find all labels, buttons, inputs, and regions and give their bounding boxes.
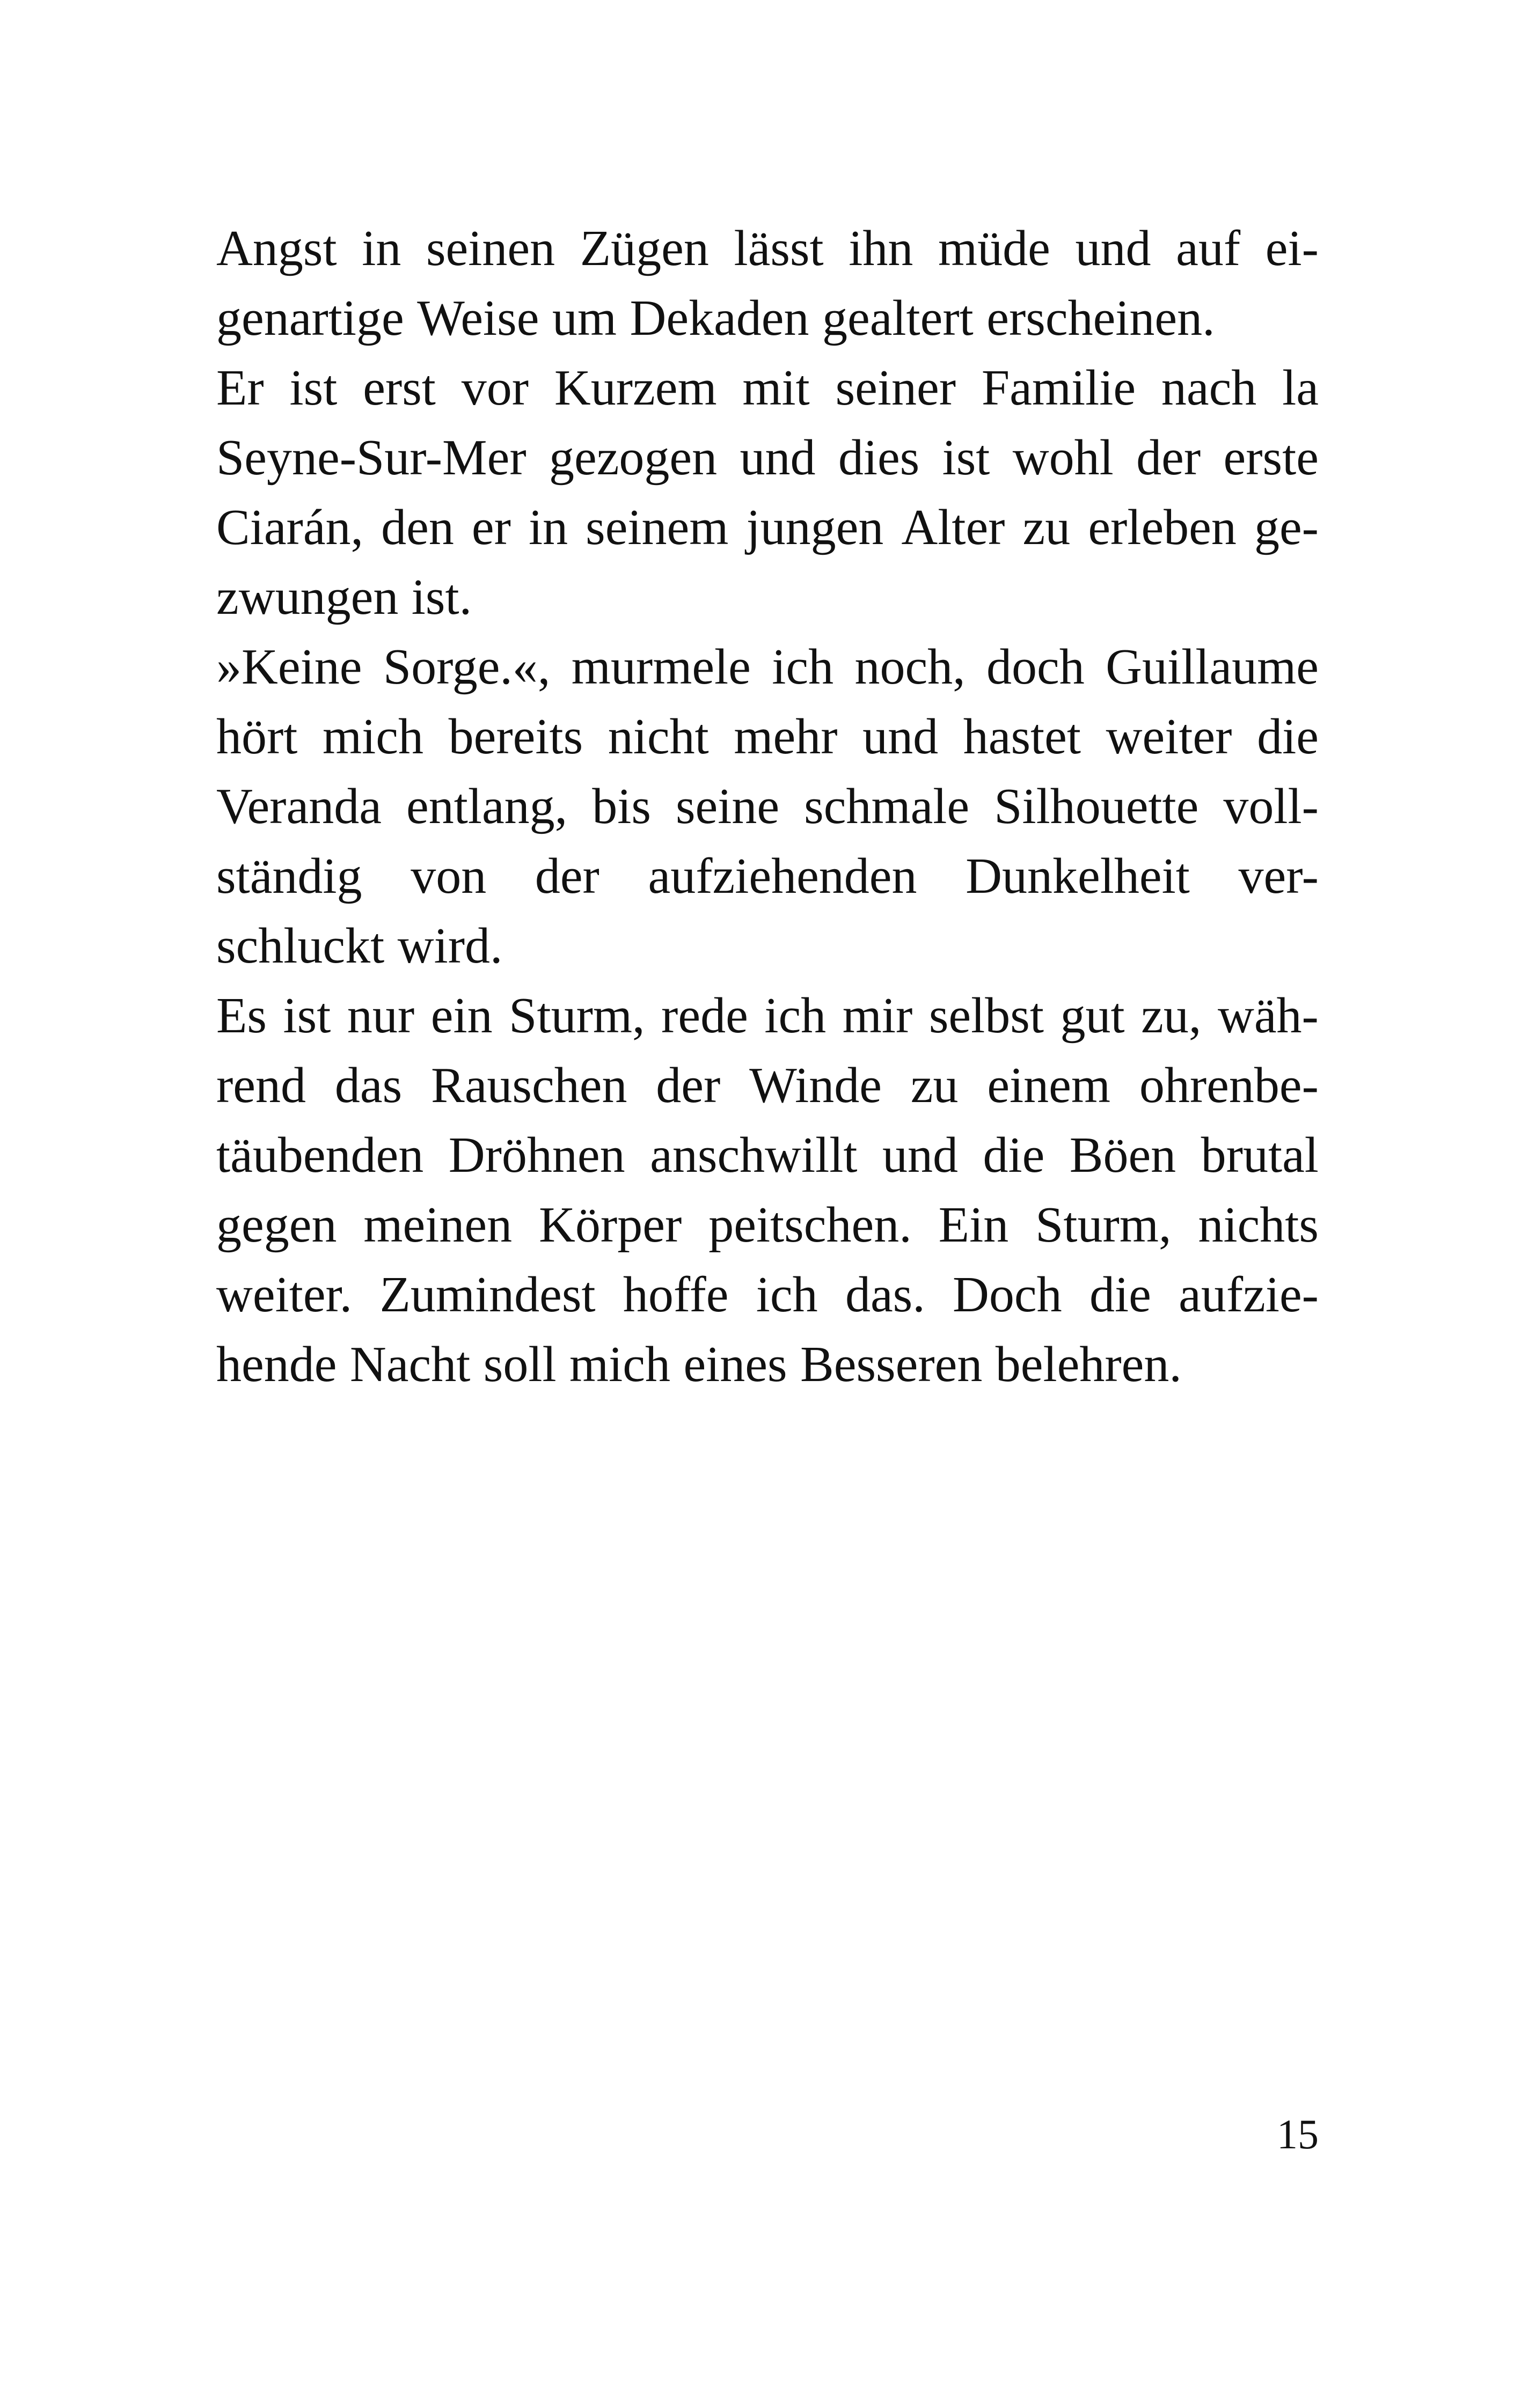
text-line: Veranda entlang, bis seine schmale Silhouette voll- [216,779,1319,834]
text-line: Seyne-Sur-Mer gezogen und dies ist wohl der erste [216,430,1319,486]
text-line: Ciarán, den er in seinem jungen Alter zu erleben ge- [216,500,1319,555]
body-text [216,214,1319,1399]
text-line: Angst in seinen Zügen lässt ihn müde und auf ei- [216,221,1319,276]
text-line: gegen meinen Körper peitschen. Ein Sturm, nichts [216,1197,1319,1253]
text-line: Er ist erst vor Kurzem mit seiner Familie nach la [216,360,1319,416]
text-line: weiter. Zumindest hoffe ich das. Doch die aufzie- [216,1267,1319,1323]
text-line: Es ist nur ein Sturm, rede ich mir selbst gut zu, wäh- [216,988,1319,1044]
text-line: ständig von der aufziehenden Dunkelheit ver- [216,848,1319,904]
text-line: genartige Weise um Dekaden gealtert erscheinen. [216,290,1215,346]
text-line: »Keine Sorge.«, murmele ich noch, doch Guillaume [216,639,1319,695]
text-line: täubenden Dröhnen anschwillt und die Böen brutal [216,1127,1319,1183]
text-line: schluckt wird. [216,918,503,974]
page-number: 15 [1277,2111,1319,2157]
text-line: hört mich bereits nicht mehr und hastet weiter die [216,709,1319,765]
text-line: zwungen ist. [216,569,472,625]
text-line: rend das Rauschen der Winde zu einem ohrenbe- [216,1058,1319,1113]
text-line: hende Nacht soll mich eines Besseren belehren. [216,1337,1182,1392]
